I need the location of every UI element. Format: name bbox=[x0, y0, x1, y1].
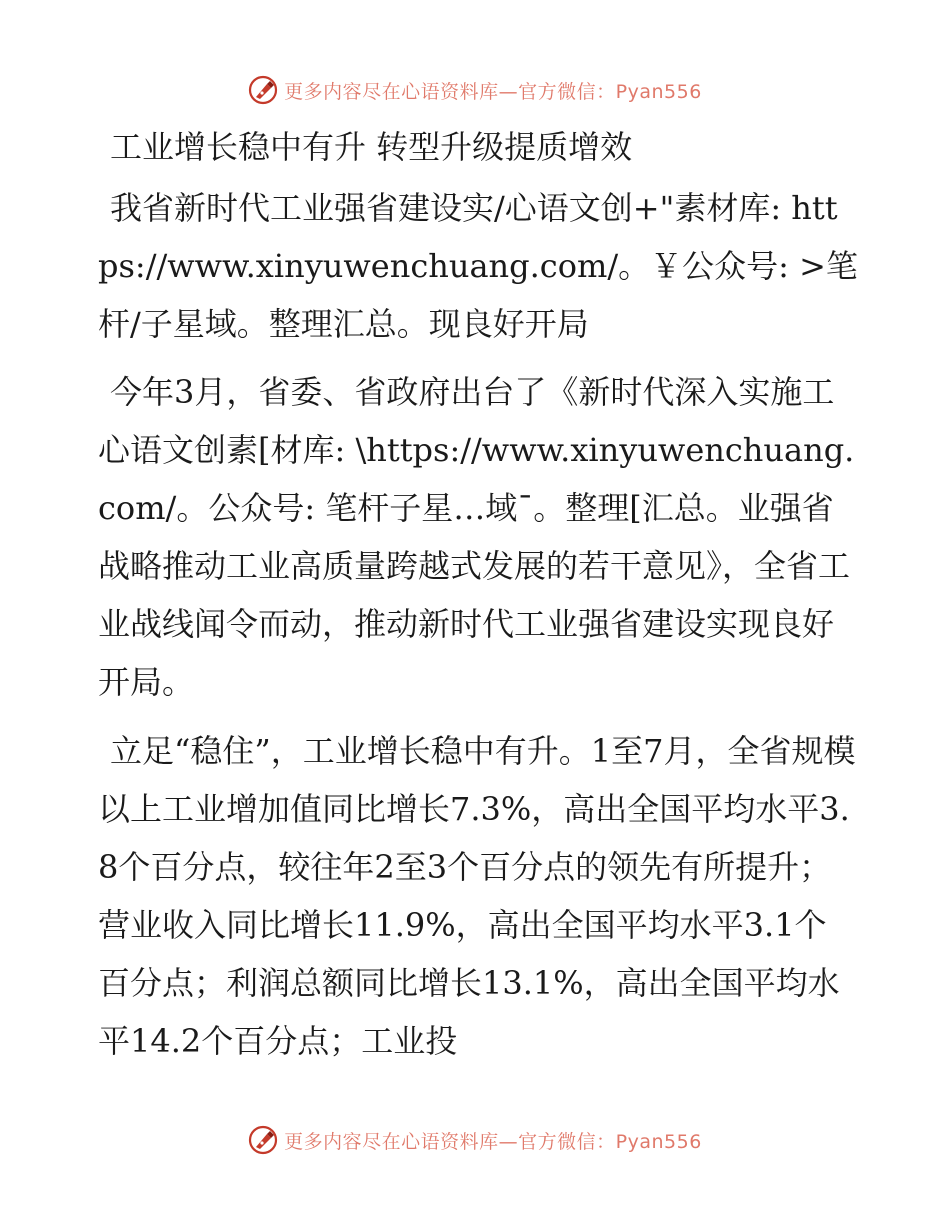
paragraph-3: 立足“稳住”，工业增长稳中有升。1至7月，全省规模以上工业增加值同比增长7.3%，高出全国平均水平3.8个百分点，较往年2至3个百分点的领先有所提升；营业收入同比增长11.9%，高出全国平均水平3.1个百分点；利润总额同比增长13.1%，高出全国平均水平14.2个百分点；工业投 bbox=[98, 732, 856, 1060]
footer-banner bbox=[0, 1120, 950, 1160]
pen-nib-logo-icon bbox=[248, 1125, 278, 1155]
document-title: 工业增长稳中有升 转型升级提质增效 bbox=[110, 128, 633, 166]
pen-nib-logo-icon bbox=[248, 75, 278, 105]
document-body bbox=[98, 118, 858, 1070]
paragraph-1: 我省新时代工业强省建设实/心语文创+"素材库: https://www.xinyuwenchuang.com/。￥公众号: >笔杆/子星域。整理汇总。现良好开局 bbox=[98, 189, 858, 343]
header-banner-text: 更多内容尽在心语资料库—官方微信：Pyan556 bbox=[284, 80, 702, 103]
header-banner bbox=[0, 70, 950, 110]
footer-banner-text: 更多内容尽在心语资料库—官方微信：Pyan556 bbox=[284, 1130, 702, 1153]
paragraph-2: 今年3月，省委、省政府出台了《新时代深入实施工心语文创素[材库: \https://www.xinyuwenchuang.com/。公众号: 笔杆子星…域¯。整理[汇总。业强省战略推动工业高质量跨越式发展的若干意见》，全省工业战线闻令而动，推动新时代工业强省建设实现良好开局。 bbox=[98, 373, 855, 701]
